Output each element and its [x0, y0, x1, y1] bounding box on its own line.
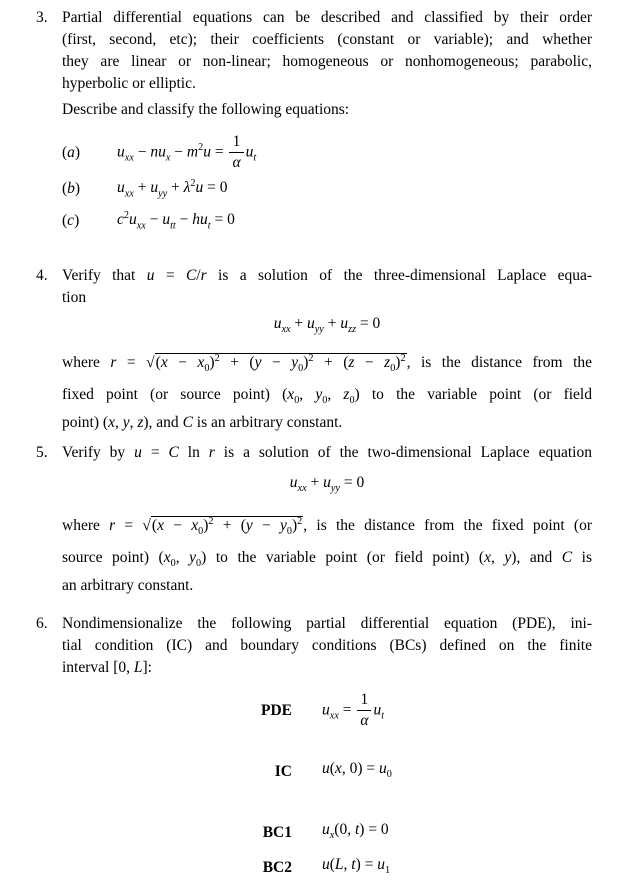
ic-label: IC	[274, 763, 292, 781]
bc2-row	[62, 854, 592, 882]
bc1-label: BC1	[262, 823, 292, 841]
problem-body	[62, 7, 592, 237]
pde-label: PDE	[261, 701, 292, 719]
equation-label: (b)	[62, 179, 81, 197]
text-line: where $r = √(x - x_0)^2 + (y - y_0)^2 + (z - z_0)^2$, is the distance from the	[62, 353, 593, 375]
text-line: fixed point (or source point) ($x_0$, $y_0$, $z_0$) to the variable point (or field	[62, 386, 592, 407]
text-line: interval [0, L]:	[62, 658, 152, 676]
text-line: (first, second, etc); their coefficients (constant or variable); and whether	[62, 31, 592, 48]
text-line: source point) ($x_0$, $y_0$) to the variable point (or field point) (x, y), and C is	[62, 548, 593, 569]
text-line: hyperbolic or elliptic.	[62, 75, 196, 92]
text-line: Verify that u = C/r is a solution of the three-dimensional Laplace equa-	[62, 267, 592, 285]
pde-row	[62, 691, 592, 731]
problem-body	[62, 442, 592, 596]
equation-label: (c)	[62, 211, 80, 229]
equation: $u_{xx} - nu_x - m^2u$ = $\frac{1}{\alpha}$ $u_t$	[117, 133, 257, 172]
equation-list	[62, 133, 592, 237]
problem-number: 4.	[36, 267, 48, 285]
bc1-row	[62, 819, 592, 847]
paragraph	[62, 507, 592, 597]
equation-label: (a)	[62, 143, 81, 161]
problem-body	[62, 613, 592, 882]
ic-row	[62, 758, 592, 786]
problem-6	[36, 613, 630, 882]
problem-5	[36, 442, 630, 596]
text-line: Verify by u = C ln r is a solution of the two-dimensional Laplace equation	[62, 444, 592, 462]
bc2-equation: u(L, $t) = u_1$	[322, 855, 391, 876]
problem-body	[62, 265, 592, 434]
ic-equation: u(x, $0) = u_0$	[322, 760, 392, 781]
display-equation: $u_{xx} + u_{yy} = 0$	[289, 474, 365, 495]
text-line: Partial differential equations can be described and classified by their order	[62, 9, 592, 26]
text-line: tial condition (IC) and boundary conditions (BCs) defined on the finite	[62, 636, 592, 654]
text-line: an arbitrary constant.	[62, 576, 194, 594]
equation-row-b	[62, 173, 592, 205]
equation-row-a	[62, 133, 592, 173]
equation-row-c	[62, 205, 592, 237]
text-line: they are linear or non-linear; homogeneous or nonhomogeneous; parabolic,	[62, 53, 592, 70]
problem-number: 3.	[36, 9, 48, 26]
bc2-label: BC2	[262, 858, 292, 876]
problem-number: 5.	[36, 444, 48, 462]
text-line: where $r = √(x - x_0)^2 + (y - y_0)^2$, is the distance from the fixed point (or	[62, 515, 592, 537]
problem-number: 6.	[36, 614, 48, 632]
paragraph	[62, 7, 592, 95]
text-line: Nondimensionalize the following partial differential equation (PDE), ini-	[62, 614, 592, 632]
problem-4	[36, 265, 630, 434]
bc1-equation: $u_x(0$, t) = 0	[322, 820, 389, 841]
paragraph	[62, 344, 592, 434]
text-line: point) (x, y, z), and C is an arbitrary constant.	[62, 414, 343, 432]
problem-3	[36, 7, 630, 237]
pde-equation: $u_{xx}$ = $\frac{1}{\alpha}$ $u_t$	[322, 690, 385, 730]
text-line: tion	[62, 289, 87, 307]
equation: $c^2u_{xx} - u_{tt} - hu_t = 0$	[117, 209, 235, 232]
describe-line: Describe and classify the following equations:	[62, 101, 350, 118]
equation: $u_{xx} + u_{yy} + \lambda^2u = 0$	[117, 177, 228, 199]
display-equation: $u_{xx} + u_{yy} + u_{zz} = 0$	[273, 315, 381, 336]
